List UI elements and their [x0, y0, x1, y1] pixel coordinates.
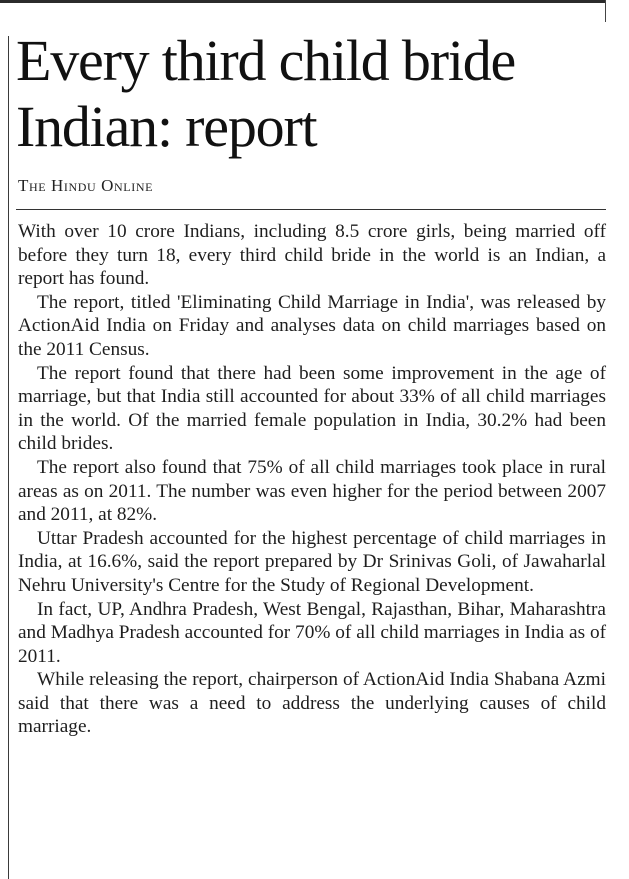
article-paragraph: The report also found that 75% of all child marriages took place in rural areas as on 2011. The number was even higher for the period between 2007 and 2011, at 82%. [18, 456, 606, 526]
article-paragraph: The report, titled 'Eliminating Child Marriage in India', was released by ActionAid India on Friday and analyses data on child marriages based on the 2011 Census. [18, 291, 606, 360]
article-paragraph: With over 10 crore Indians, including 8.5 crore girls, being married off before they turn 18, every third child bride in the world is an Indian, a report has found. [18, 221, 606, 290]
article-paragraph: In fact, UP, Andhra Pradesh, West Bengal, Rajasthan, Bihar, Maharashtra and Madhya Pradesh accounted for 70% of all child marriages in India as of 2011. [18, 598, 606, 667]
top-border-rule [0, 0, 605, 3]
article-paragraph: While releasing the report, chairperson of ActionAid India Shabana Azmi said that there was a need to address the underlying causes of child marriage. [18, 669, 606, 738]
right-column-rule [605, 0, 606, 22]
source-divider [16, 209, 606, 210]
article-paragraph: Uttar Pradesh accounted for the highest percentage of child marriages in India, at 16.6%, said the report prepared by Dr Srinivas Goli, of Jawaharlal Nehru University's Centre for the Study of Regional Development. [18, 527, 606, 596]
left-column-rule [8, 36, 9, 879]
article-headline: Every third child bride Indian: report [16, 28, 516, 159]
article-source: The Hindu Online [18, 176, 154, 195]
article-body [18, 220, 606, 739]
article-paragraph: The report found that there had been some improvement in the age of marriage, but that India still accounted for about 33% of all child marriages in the world. Of the married female population in India, 30.2% had been child brides. [18, 362, 606, 455]
